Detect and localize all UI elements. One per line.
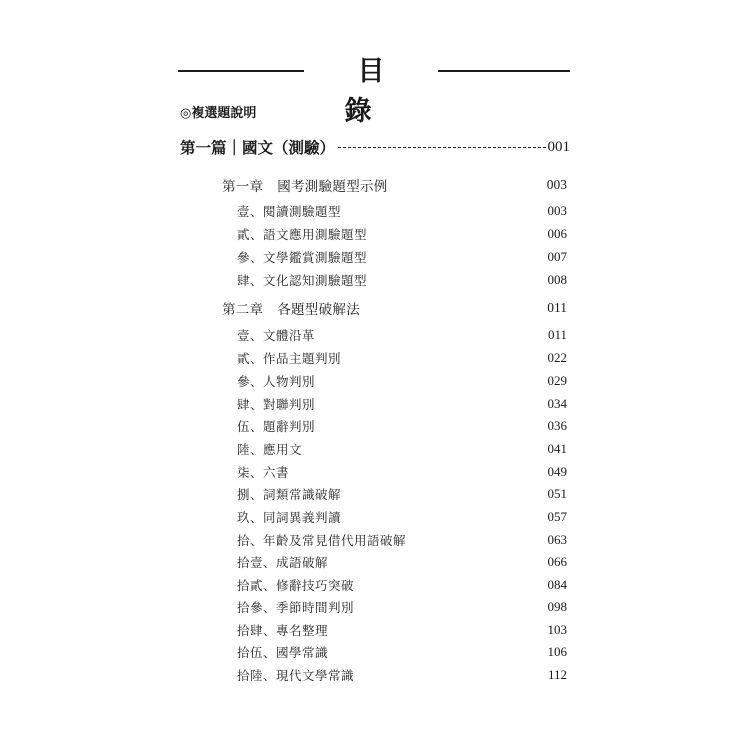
- section-page-number: 007: [547, 249, 567, 264]
- toc-section[interactable]: [237, 325, 567, 345]
- section-title: 捌、詞類常識破解: [237, 487, 342, 502]
- toc-section[interactable]: [237, 247, 567, 267]
- section-title: 拾、年齡及常見借代用語破解: [237, 533, 407, 548]
- section-title: 拾貳、修辭技巧突破: [237, 578, 355, 593]
- toc-section[interactable]: [237, 530, 567, 550]
- page-title: 目 錄: [344, 56, 411, 127]
- part-page-number: 001: [547, 138, 570, 155]
- title-rule-right: [438, 70, 570, 72]
- title-rule-left: [178, 70, 304, 72]
- section-page-number: 008: [547, 272, 567, 287]
- toc-section[interactable]: [237, 201, 567, 221]
- section-page-number: 106: [547, 644, 567, 659]
- section-title: 參、文學鑑賞測驗題型: [237, 250, 368, 265]
- toc-section[interactable]: [237, 371, 567, 391]
- section-title: 拾肆、專名整理: [237, 623, 329, 638]
- section-page-number: 049: [547, 464, 567, 479]
- section-title: 壹、文體沿革: [237, 328, 316, 343]
- toc-part-1[interactable]: [180, 135, 570, 159]
- section-title: 拾伍、國學常識: [237, 645, 329, 660]
- toc-section[interactable]: [237, 597, 567, 617]
- section-title: 貳、作品主題判別: [237, 351, 342, 366]
- toc-section[interactable]: [237, 507, 567, 527]
- section-page-number: 034: [547, 396, 567, 411]
- section-title: 壹、閱讀測驗題型: [237, 204, 342, 219]
- toc-section[interactable]: [237, 348, 567, 368]
- toc-section[interactable]: [237, 484, 567, 504]
- section-page-number: 098: [547, 599, 567, 614]
- section-page-number: 057: [547, 509, 567, 524]
- section-title: 柒、六書: [237, 465, 290, 480]
- section-page-number: 066: [547, 554, 567, 569]
- toc-chapter-2[interactable]: [222, 298, 567, 318]
- toc-section[interactable]: [237, 224, 567, 244]
- toc-section[interactable]: [237, 439, 567, 459]
- note-multiple-choice[interactable]: ◎複選題說明: [180, 106, 257, 121]
- section-title: 拾壹、成語破解: [237, 555, 329, 570]
- dot-leader: [338, 141, 545, 153]
- chapter-page-number: 011: [547, 300, 567, 315]
- section-page-number: 003: [547, 203, 567, 218]
- section-page-number: 084: [547, 577, 567, 592]
- chapter-title: 第一章 國考測驗題型示例: [222, 179, 388, 195]
- section-title: 拾陸、現代文學常識: [237, 668, 355, 683]
- chapter-page-number: 003: [546, 177, 567, 192]
- section-title: 陸、應用文: [237, 442, 303, 457]
- toc-chapter-1[interactable]: [222, 175, 567, 195]
- section-page-number: 051: [547, 486, 567, 501]
- chapter-title: 第二章 各題型破解法: [222, 302, 360, 318]
- section-title: 拾參、季節時間判別: [237, 600, 355, 615]
- section-page-number: 036: [547, 418, 567, 433]
- section-title: 肆、文化認知測驗題型: [237, 273, 368, 288]
- toc-section[interactable]: [237, 642, 567, 662]
- section-page-number: 022: [547, 350, 567, 365]
- toc-section[interactable]: [237, 620, 567, 640]
- section-title: 肆、對聯判別: [237, 397, 316, 412]
- section-page-number: 041: [547, 441, 567, 456]
- section-page-number: 006: [547, 226, 567, 241]
- toc-section[interactable]: [237, 416, 567, 436]
- toc-section[interactable]: [237, 552, 567, 572]
- toc-section[interactable]: [237, 270, 567, 290]
- toc-section[interactable]: [237, 462, 567, 482]
- section-title: 參、人物判別: [237, 374, 316, 389]
- toc-section[interactable]: [237, 575, 567, 595]
- section-title: 伍、題辭判別: [237, 419, 316, 434]
- section-title: 貳、語文應用測驗題型: [237, 227, 368, 242]
- part-title: 第一篇｜國文（測驗）: [180, 139, 336, 157]
- section-title: 玖、同詞異義判讀: [237, 510, 342, 525]
- section-page-number: 029: [547, 373, 567, 388]
- section-page-number: 011: [547, 327, 567, 342]
- toc-section[interactable]: [237, 665, 567, 685]
- section-page-number: 112: [547, 667, 567, 682]
- toc-section[interactable]: [237, 394, 567, 414]
- section-page-number: 063: [547, 532, 567, 547]
- section-page-number: 103: [547, 622, 567, 637]
